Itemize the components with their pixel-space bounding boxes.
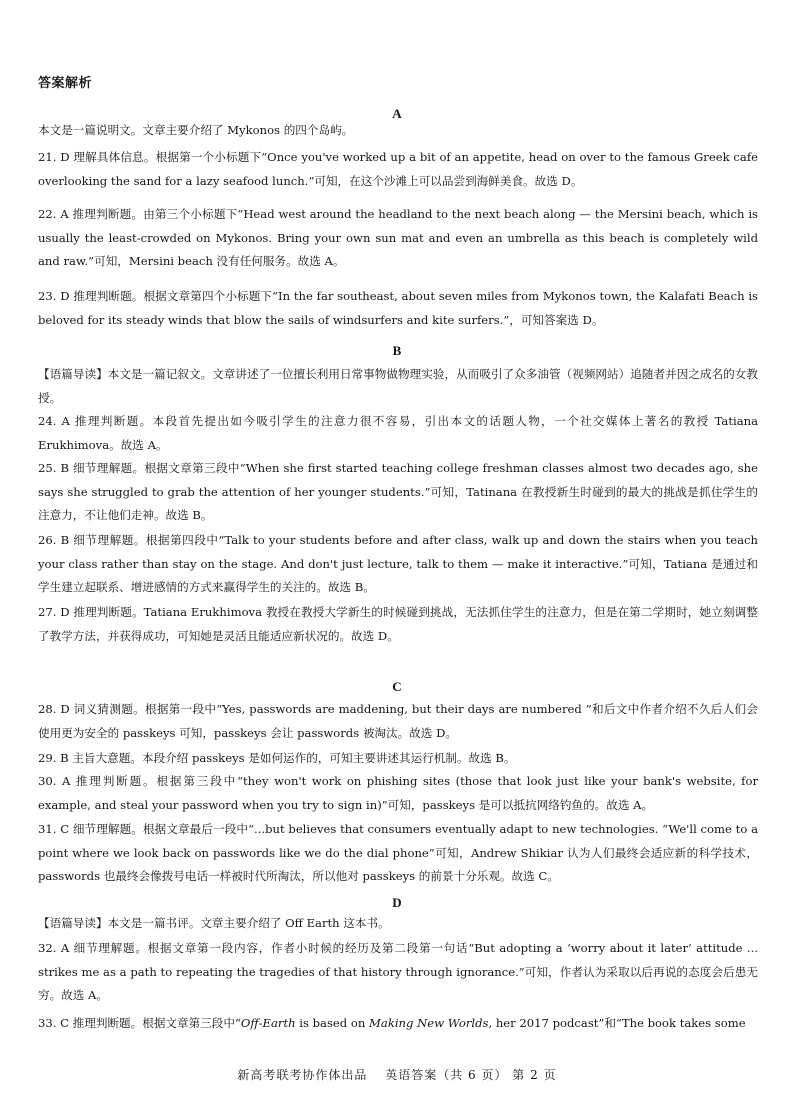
answer-22: 22. A 推理判断题。由第三个小标题下“Head west around the headland to the next beach along — the Mersini beach, which is usually the least-crowded on Mykonos. Bring your own sun mat and even an umbrella as this beach is completely wild and raw.”可知，Mersini beach 没有任何服务。故选 A。 xyxy=(38,207,758,268)
page-heading: 答案解析 xyxy=(38,76,93,91)
answer-33-text-3: , her 2017 podcast”和“The book takes some xyxy=(488,1016,746,1030)
answer-23: 23. D 推理判断题。根据文章第四个小标题下“In the far southeast, about seven miles from Mykonos town, the Kalafati Beach is beloved for its steady winds that blow the sails of windsurfers and kite surfers.”，可知答案选 D。 xyxy=(38,289,758,327)
answer-28: 28. D 词义猜测题。根据第一段中“Yes, passwords are maddening, but their days are numbered ”和后文中作者介绍不久后人们会使用更为安全的 passkeys 可知，passkeys 会让 passwords 被淘汰。故选 D。 xyxy=(38,702,758,740)
section-b-intro: 【语篇导读】本文是一篇记叙文。文章讲述了一位擅长利用日常事物做物理实验，从而吸引了众多油管（视频网站）追随者并因之成名的女教授。 xyxy=(38,367,758,405)
section-a-intro: 本文是一篇说明文。文章主要介绍了 Mykonos 的四个岛屿。 xyxy=(38,123,354,137)
answer-32: 32. A 细节理解题。根据文章第一段内容，作者小时候的经历及第二段第一句话“But adopting a ‘worry about it later’ attitude ... strikes me as a path to repeating the tragedies of that history through ignorance.”可知，作者认为采取以后再说的态度会后患无穷。故选 A。 xyxy=(38,941,758,1002)
answer-26: 26. B 细节理解题。根据第四段中“Talk to your students before and after class, walk up and down the stairs when you teach your class rather than stay on the stage. And don't just lecture, talk to them — make it interactive.”可知，Tatiana 是通过和学生建立起联系、增进感情的方式来赢得学生的关注的。故选 B。 xyxy=(38,533,758,594)
page-footer: 新高考联考协作体出品 英语答案（共 6 页） 第 2 页 xyxy=(237,1068,557,1082)
section-d-intro: 【语篇导读】本文是一篇书评。文章主要介绍了 Off Earth 这本书。 xyxy=(38,916,390,930)
answer-33-text-1: 33. C 推理判断题。根据文章第三段中“ xyxy=(38,1016,241,1030)
answer-31: 31. C 细节理解题。根据文章最后一段中“...but believes that consumers eventually adapt to new technologies. “We'll come to a point where we look back on passwords like we do the dial phone”可知，Andrew Shikiar 认为人们最终会适应新的科学技术，passwords 也最终会像拨号电话一样被时代所淘汰，所以他对 passkeys 的前景十分乐观。故选 C。 xyxy=(38,822,758,883)
answer-33 xyxy=(38,1012,758,1036)
answer-30: 30. A 推理判断题。根据第三段中“they won't work on phishing sites (those that look just like your bank's website, for example, and steal your password when you try to sign in)”可知，passkeys 是可以抵抗网络钓鱼的。故选 A。 xyxy=(38,774,758,812)
section-c-label: C xyxy=(392,679,402,694)
answer-27: 27. D 推理判断题。Tatiana Erukhimova 教授在教授大学新生的时候碰到挑战，无法抓住学生的注意力，但是在第二学期时，她立刻调整了教学方法，并获得成功，可知她是灵活且能适应新状况的。故选 D。 xyxy=(38,605,758,643)
answer-33-text-2: is based on xyxy=(295,1016,370,1030)
section-b-label: B xyxy=(392,343,402,358)
answer-33-podcast-title: Making New Worlds xyxy=(369,1016,489,1030)
section-a-label: A xyxy=(392,106,402,121)
section-d-label: D xyxy=(392,895,402,910)
answer-29: 29. B 主旨大意题。本段介绍 passkeys 是如何运作的，可知主要讲述其运行机制。故选 B。 xyxy=(38,751,516,765)
answer-33-book-title: Off-Earth xyxy=(240,1016,296,1030)
answer-21: 21. D 理解具体信息。根据第一个小标题下“Once you've worked up a bit of an appetite, head on over to the famous Greek cafe overlooking the sand for a lazy seafood lunch.”可知，在这个沙滩上可以品尝到海鲜美食。故选 D。 xyxy=(38,150,758,188)
answer-25: 25. B 细节理解题。根据文章第三段中“When she first started teaching college freshman classes almost two decades ago, she says she struggled to grab the attention of her younger students.”可知，Tatinana 在教授新生时碰到的最大的挑战是抓住学生的注意力，不让他们走神。故选 B。 xyxy=(38,461,758,522)
answer-24: 24. A 推理判断题。本段首先提出如今吸引学生的注意力很不容易，引出本文的话题人物，一个社交媒体上著名的教授 Tatiana Erukhimova。故选 A。 xyxy=(38,414,758,452)
